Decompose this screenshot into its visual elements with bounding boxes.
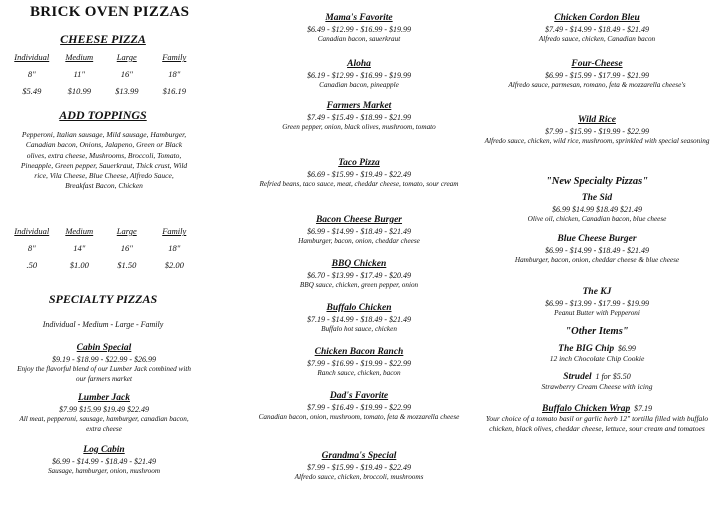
size-inches: 8" bbox=[27, 243, 36, 253]
item-description: Olive oil, chicken, Canadian bacon, blue cheese bbox=[527, 215, 667, 223]
menu-item-chicken-cordon-bleu bbox=[478, 12, 716, 45]
item-name: Chicken Bacon Ranch bbox=[314, 347, 404, 357]
size-inches: 18" bbox=[168, 243, 181, 253]
item-description: Peanut Butter with Pepperoni bbox=[554, 309, 640, 317]
item-description: Enjoy the flavorful blend of our Lumber Jack combined with our farmers market bbox=[17, 365, 191, 383]
toppings-price-table bbox=[8, 226, 198, 271]
item-prices: $6.99 - $14.99 - $18.49 - $21.49 bbox=[545, 246, 649, 255]
item-description: Canadian bacon, onion, mushroom, tomato, feta & mozzarella cheese bbox=[258, 413, 460, 421]
item-description: Your choice of a tomato basil or garlic herb 12" tortilla filled with buffalo chicken, black olives, cheddar cheese, lettuce, sour cream and tomatoes bbox=[485, 414, 709, 433]
item-price: $7.19 bbox=[633, 404, 652, 413]
item-description: 12 inch Chocolate Chip Cookie bbox=[549, 354, 645, 363]
menu-item-bacon-cheese-burger bbox=[248, 214, 470, 247]
item-name: Mama's Favorite bbox=[325, 13, 393, 23]
item-prices: $6.69 - $15.99 - $19.49 - $22.49 bbox=[307, 170, 411, 179]
size-inches: 11" bbox=[73, 69, 85, 79]
item-prices: $6.49 - $12.99 - $16.99 - $19.99 bbox=[307, 25, 411, 34]
menu-item-chicken-bacon-ranch bbox=[248, 346, 470, 379]
size-label: Medium bbox=[65, 52, 94, 62]
menu-item-wild-rice bbox=[478, 114, 716, 147]
size-label: Large bbox=[116, 52, 137, 62]
item-name: Strudel bbox=[563, 372, 592, 382]
item-name: Blue Cheese Burger bbox=[557, 234, 637, 244]
item-name: Farmers Market bbox=[326, 101, 392, 111]
item-prices: $6.99 $14.99 $18.49 $21.49 bbox=[552, 205, 642, 214]
item-name: Log Cabin bbox=[83, 445, 125, 455]
menu-item-aloha bbox=[248, 58, 470, 91]
left-column bbox=[8, 0, 236, 510]
size-inches: 16" bbox=[120, 243, 133, 253]
menu-item-cabin-special bbox=[12, 342, 196, 384]
new-specialty-heading: "New Specialty Pizzas" bbox=[545, 176, 649, 187]
cheese-pizza-table bbox=[8, 52, 198, 97]
menu-title: BRICK OVEN PIZZAS bbox=[30, 4, 190, 20]
topping-price: .50 bbox=[26, 260, 38, 270]
size-inches: 18" bbox=[168, 69, 181, 79]
item-prices: $6.99 - $13.99 - $17.99 - $19.99 bbox=[545, 299, 649, 308]
size-inches: 14" bbox=[73, 243, 86, 253]
topping-price: $1.00 bbox=[69, 260, 89, 270]
menu-item-the-sid bbox=[478, 192, 716, 225]
item-prices: $7.99 - $15.99 - $19.99 - $22.99 bbox=[545, 127, 649, 136]
item-name: Taco Pizza bbox=[338, 158, 380, 168]
size-inches: 8" bbox=[27, 69, 36, 79]
topping-price: $1.50 bbox=[117, 260, 137, 270]
middle-column bbox=[248, 0, 470, 510]
menu-item-buffalo-chicken-wrap bbox=[484, 404, 710, 434]
item-price: 1 for $5.50 bbox=[595, 372, 631, 381]
size-price: $5.49 bbox=[22, 86, 42, 96]
item-description: Sausage, hamburger, onion, mushroom bbox=[47, 467, 161, 475]
item-price: $6.99 bbox=[617, 344, 636, 353]
item-description: Alfredo sauce, chicken, wild rice, mushroom, sprinkled with special seasoning bbox=[484, 137, 710, 145]
item-name: Chicken Cordon Bleu bbox=[554, 13, 640, 23]
item-name: The Sid bbox=[581, 193, 613, 203]
item-description: All meat, pepperoni, sausage, hamburger, canadian bacon, extra cheese bbox=[19, 415, 189, 433]
item-name: Four-Cheese bbox=[571, 59, 623, 69]
item-prices: $7.99 - $15.99 - $19.49 - $22.49 bbox=[307, 463, 411, 472]
item-prices: $9.19 - $18.99 - $22.99 - $26.99 bbox=[52, 355, 156, 364]
menu-item-grandmas-special bbox=[248, 450, 470, 483]
item-description: Hamburger, bacon, onion, cheddar cheese & blue cheese bbox=[514, 256, 680, 264]
size-label: Medium bbox=[65, 226, 94, 236]
menu-item-buffalo-chicken bbox=[248, 302, 470, 335]
size-label: Individual bbox=[14, 226, 50, 236]
item-prices: $6.70 - $13.99 - $17.49 - $20.49 bbox=[307, 271, 411, 280]
item-description: Refried beans, taco sauce, meat, cheddar cheese, tomato, sour cream bbox=[259, 180, 459, 188]
item-description: Alfredo sauce, chicken, broccoli, mushrooms bbox=[294, 473, 424, 481]
menu-item-four-cheese bbox=[478, 58, 716, 91]
menu-item-taco-pizza bbox=[248, 157, 470, 190]
menu-item-lumber-jack bbox=[12, 392, 196, 434]
size-label: Individual bbox=[14, 52, 50, 62]
menu-item-bbq-chicken bbox=[248, 258, 470, 291]
item-description: BBQ sauce, chicken, green pepper, onion bbox=[299, 281, 419, 289]
item-description: Alfredo sauce, parmesan, romano, feta & mozzarella cheese's bbox=[508, 81, 686, 89]
size-label: Large bbox=[116, 226, 137, 236]
size-inches: 16" bbox=[120, 69, 133, 79]
menu-item-log-cabin bbox=[12, 444, 196, 477]
item-name: Bacon Cheese Burger bbox=[315, 215, 403, 225]
item-name: Wild Rice bbox=[578, 115, 616, 125]
item-description: Canadian bacon, pineapple bbox=[319, 81, 399, 89]
item-prices: $7.99 - $16.49 - $19.99 - $22.99 bbox=[307, 403, 411, 412]
item-name: The KJ bbox=[582, 287, 612, 297]
item-prices: $7.99 $15.99 $19.49 $22.49 bbox=[59, 405, 149, 414]
menu-item-strudel bbox=[478, 372, 716, 392]
item-description: Ranch sauce, chicken, bacon bbox=[317, 369, 401, 377]
size-price: $13.99 bbox=[115, 86, 139, 96]
item-name: Cabin Special bbox=[76, 343, 132, 353]
right-column bbox=[478, 0, 716, 510]
size-label: Family bbox=[162, 226, 187, 236]
size-price: $16.19 bbox=[162, 86, 186, 96]
item-description: Alfredo sauce, chicken, Canadian bacon bbox=[538, 35, 656, 43]
item-name: Aloha bbox=[347, 59, 371, 69]
item-name: Buffalo Chicken Wrap bbox=[542, 404, 631, 414]
item-name: Buffalo Chicken bbox=[326, 303, 392, 313]
item-name: Dad's Favorite bbox=[329, 391, 389, 401]
menu-item-the-kj bbox=[478, 286, 716, 319]
item-name: The BIG Chip bbox=[558, 344, 615, 354]
item-description: Green pepper, onion, black olives, mushroom, tomato bbox=[282, 123, 436, 131]
item-description: Canadian bacon, sauerkraut bbox=[317, 35, 401, 43]
menu-item-mamas-favorite bbox=[248, 12, 470, 45]
item-prices: $7.99 - $16.99 - $19.99 - $22.99 bbox=[307, 359, 411, 368]
item-name: Grandma's Special bbox=[321, 451, 397, 461]
topping-price: $2.00 bbox=[164, 260, 184, 270]
item-prices: $7.19 - $14.99 - $18.49 - $21.49 bbox=[307, 315, 411, 324]
menu-item-dads-favorite bbox=[248, 390, 470, 423]
item-name: BBQ Chicken bbox=[331, 259, 387, 269]
size-price: $10.99 bbox=[67, 86, 91, 96]
item-prices: $7.49 - $14.99 - $18.49 - $21.49 bbox=[545, 25, 649, 34]
item-name: Lumber Jack bbox=[78, 393, 130, 403]
add-toppings-heading: ADD TOPPINGS bbox=[59, 108, 147, 122]
menu-item-blue-cheese-burger bbox=[478, 233, 716, 266]
item-prices: $6.99 - $15.99 - $17.99 - $21.99 bbox=[545, 71, 649, 80]
item-prices: $6.19 - $12.99 - $16.99 - $19.99 bbox=[307, 71, 411, 80]
menu-item-big-chip bbox=[478, 344, 716, 364]
item-description: Strawberry Cream Cheese with icing bbox=[541, 382, 653, 391]
toppings-list: Pepperoni, Italian sausage, Mild sausage, Hamburger, Canadian bacon, Onions, Jalapeno, Green or Black olives, extra cheese, Mushrooms, Broccoli, Tomato, Pineapple, Green pepper, Sauerkraut, Thick crust, Wild rice, Vila Cheese, Blue Cheese, Alfredo Sauce, Breakfast Bacon, Chicken bbox=[20, 130, 188, 191]
specialty-pizzas-heading: SPECIALTY PIZZAS bbox=[48, 292, 158, 306]
item-description: Hamburger, bacon, onion, cheddar cheese bbox=[298, 237, 420, 245]
menu-item-farmers-market bbox=[248, 100, 470, 133]
size-label: Family bbox=[162, 52, 187, 62]
item-prices: $6.99 - $14.99 - $18.49 - $21.49 bbox=[52, 457, 156, 466]
other-items-heading: "Other Items" bbox=[565, 326, 629, 337]
item-description: Buffalo hot sauce, chicken bbox=[321, 325, 397, 333]
specialty-sizes-line: Individual - Medium - Large - Family bbox=[42, 320, 164, 329]
cheese-pizza-heading: CHEESE PIZZA bbox=[60, 32, 146, 46]
item-prices: $6.99 - $14.99 - $18.49 - $21.49 bbox=[307, 227, 411, 236]
item-prices: $7.49 - $15.49 - $18.99 - $21.99 bbox=[307, 113, 411, 122]
